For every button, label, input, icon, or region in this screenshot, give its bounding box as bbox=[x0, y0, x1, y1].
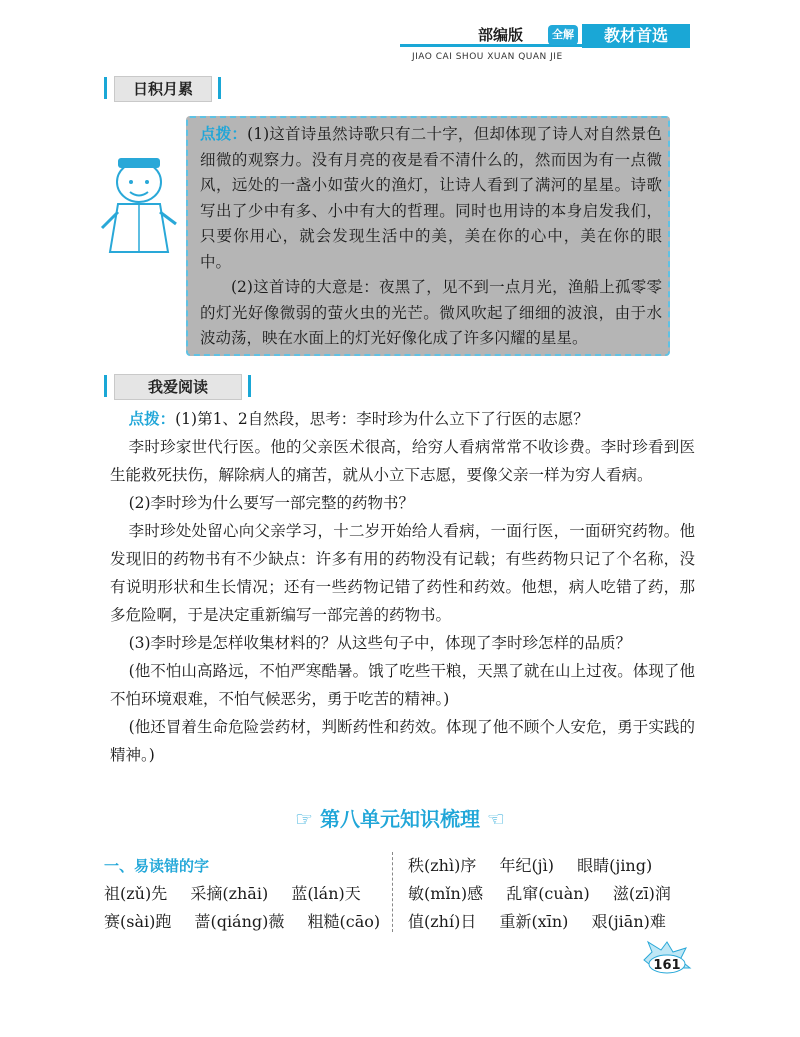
word-item: 乱窜(cuàn) bbox=[506, 884, 590, 903]
word-item: 粗糙(cāo) bbox=[307, 912, 381, 931]
section-label-reading bbox=[104, 372, 254, 400]
answer-2: 李时珍处处留心向父亲学习，十二岁开始给人看病，一面行医，一面研究药物。他发现旧的药物书有不少缺点：许多有用的药物没有记载；有些药物只记了个名称，没有说明形状和生长情况；还有一些药物记错了药性和药效。他想，病人吃错了药，那多危险啊，于是决定重新编写一部完善的药物书。 bbox=[110, 522, 695, 624]
pointing-hand-right-icon: ☞ bbox=[295, 807, 314, 831]
reading-tip-keyword: 点拨： bbox=[128, 410, 176, 428]
pointing-hand-left-icon: ☜ bbox=[486, 807, 505, 831]
section-tick-left bbox=[104, 77, 107, 99]
section-tick-left bbox=[104, 375, 107, 397]
tip-paragraph-1 bbox=[200, 122, 662, 275]
answer-1: 李时珍家世代行医。他的父亲医术很高，给穷人看病常常不收诊费。李时珍看到医生能救死扶伤，解除病人的痛苦，就从小立下志愿，要像父亲一样为穷人看病。 bbox=[110, 438, 695, 484]
word-item: 眼睛(jing) bbox=[577, 856, 653, 875]
word-row bbox=[408, 908, 698, 936]
word-subhead: 一、易读错的字 bbox=[104, 857, 210, 875]
word-list-right bbox=[408, 852, 698, 936]
section-label-text: 我爱阅读 bbox=[114, 374, 242, 400]
tip-paragraph-2: (2)这首诗的大意是：夜黑了，见不到一点月光，渔船上孤零零的灯光好像微弱的萤火虫的光芒。微风吹起了细细的波浪，由于水波动荡，映在水面上的灯光好像化成了许多闪耀的星星。 bbox=[200, 278, 662, 347]
word-row bbox=[408, 852, 698, 880]
word-row bbox=[104, 880, 384, 908]
tip-keyword: 点拨： bbox=[200, 125, 248, 143]
word-item: 艰(jiān)难 bbox=[591, 912, 666, 931]
question-2: (2)李时珍为什么要写一部完整的药物书？ bbox=[128, 494, 415, 512]
section-label-accumulation bbox=[104, 74, 224, 102]
reading-content bbox=[110, 405, 695, 769]
question-1 bbox=[110, 405, 695, 433]
page-number-badge bbox=[642, 940, 692, 978]
answer-3b: (他还冒着生命危险尝药材，判断药性和药效。体现了他不顾个人安危，勇于实践的精神。) bbox=[110, 718, 695, 764]
question-1-text: (1)第1、2自然段，思考：李时珍为什么立下了行医的志愿？ bbox=[175, 410, 589, 428]
word-row bbox=[408, 880, 698, 908]
brand-title: 教材首选 bbox=[582, 24, 690, 48]
word-item: 重新(xīn) bbox=[499, 912, 569, 931]
page-number: 161 bbox=[653, 958, 681, 973]
word-item: 敏(mǐn)感 bbox=[408, 884, 484, 903]
word-item: 滋(zī)润 bbox=[612, 884, 671, 903]
word-item: 采摘(zhāi) bbox=[190, 884, 269, 903]
word-item: 值(zhí)日 bbox=[408, 912, 477, 931]
section-tick-right bbox=[248, 375, 251, 397]
word-item: 年纪(jì) bbox=[499, 856, 555, 875]
word-item: 秩(zhì)序 bbox=[408, 856, 477, 875]
word-item: 蓝(lán)天 bbox=[291, 884, 361, 903]
unit-heading bbox=[280, 803, 520, 832]
brand-pinyin: JIAO CAI SHOU XUAN QUAN JIE bbox=[412, 52, 563, 62]
question-3: (3)李时珍是怎样收集材料的？从这些句子中，体现了李时珍怎样的品质？ bbox=[128, 634, 632, 652]
answer-3a: (他不怕山高路远，不怕严寒酷暑。饿了吃些干粮，天黑了就在山上过夜。体现了他不怕环境艰难，不怕气候恶劣，勇于吃苦的精神。) bbox=[110, 662, 695, 708]
section-tick-right bbox=[218, 77, 221, 99]
word-subhead-row bbox=[104, 852, 384, 880]
section-label-text: 日积月累 bbox=[114, 76, 212, 102]
column-divider bbox=[392, 852, 393, 932]
word-list-left bbox=[104, 852, 384, 936]
word-item: 赛(sài)跑 bbox=[104, 912, 172, 931]
tip-text bbox=[200, 122, 662, 352]
word-row bbox=[104, 908, 384, 936]
brand-badge: 全解 bbox=[548, 25, 578, 45]
mascot-scholar-icon bbox=[96, 152, 182, 262]
tip-para1-text: (1)这首诗虽然诗歌只有二十字，但却体现了诗人对自然景色细微的观察力。没有月亮的夜是看不清什么的，然而因为有一点微风，远处的一盏小如萤火的渔灯，让诗人看到了满河的星星。诗歌写出了少中有多、小中有大的哲理。同时也用诗的本身启发我们，只要你用心，就会发现生活中的美，美在你的心中，美在你的眼中。 bbox=[200, 125, 662, 271]
word-item: 祖(zǔ)先 bbox=[104, 884, 168, 903]
edition-label: 部编版 bbox=[478, 26, 524, 44]
word-item: 蔷(qiáng)薇 bbox=[194, 912, 285, 931]
unit-title: 第八单元知识梳理 bbox=[320, 807, 480, 831]
